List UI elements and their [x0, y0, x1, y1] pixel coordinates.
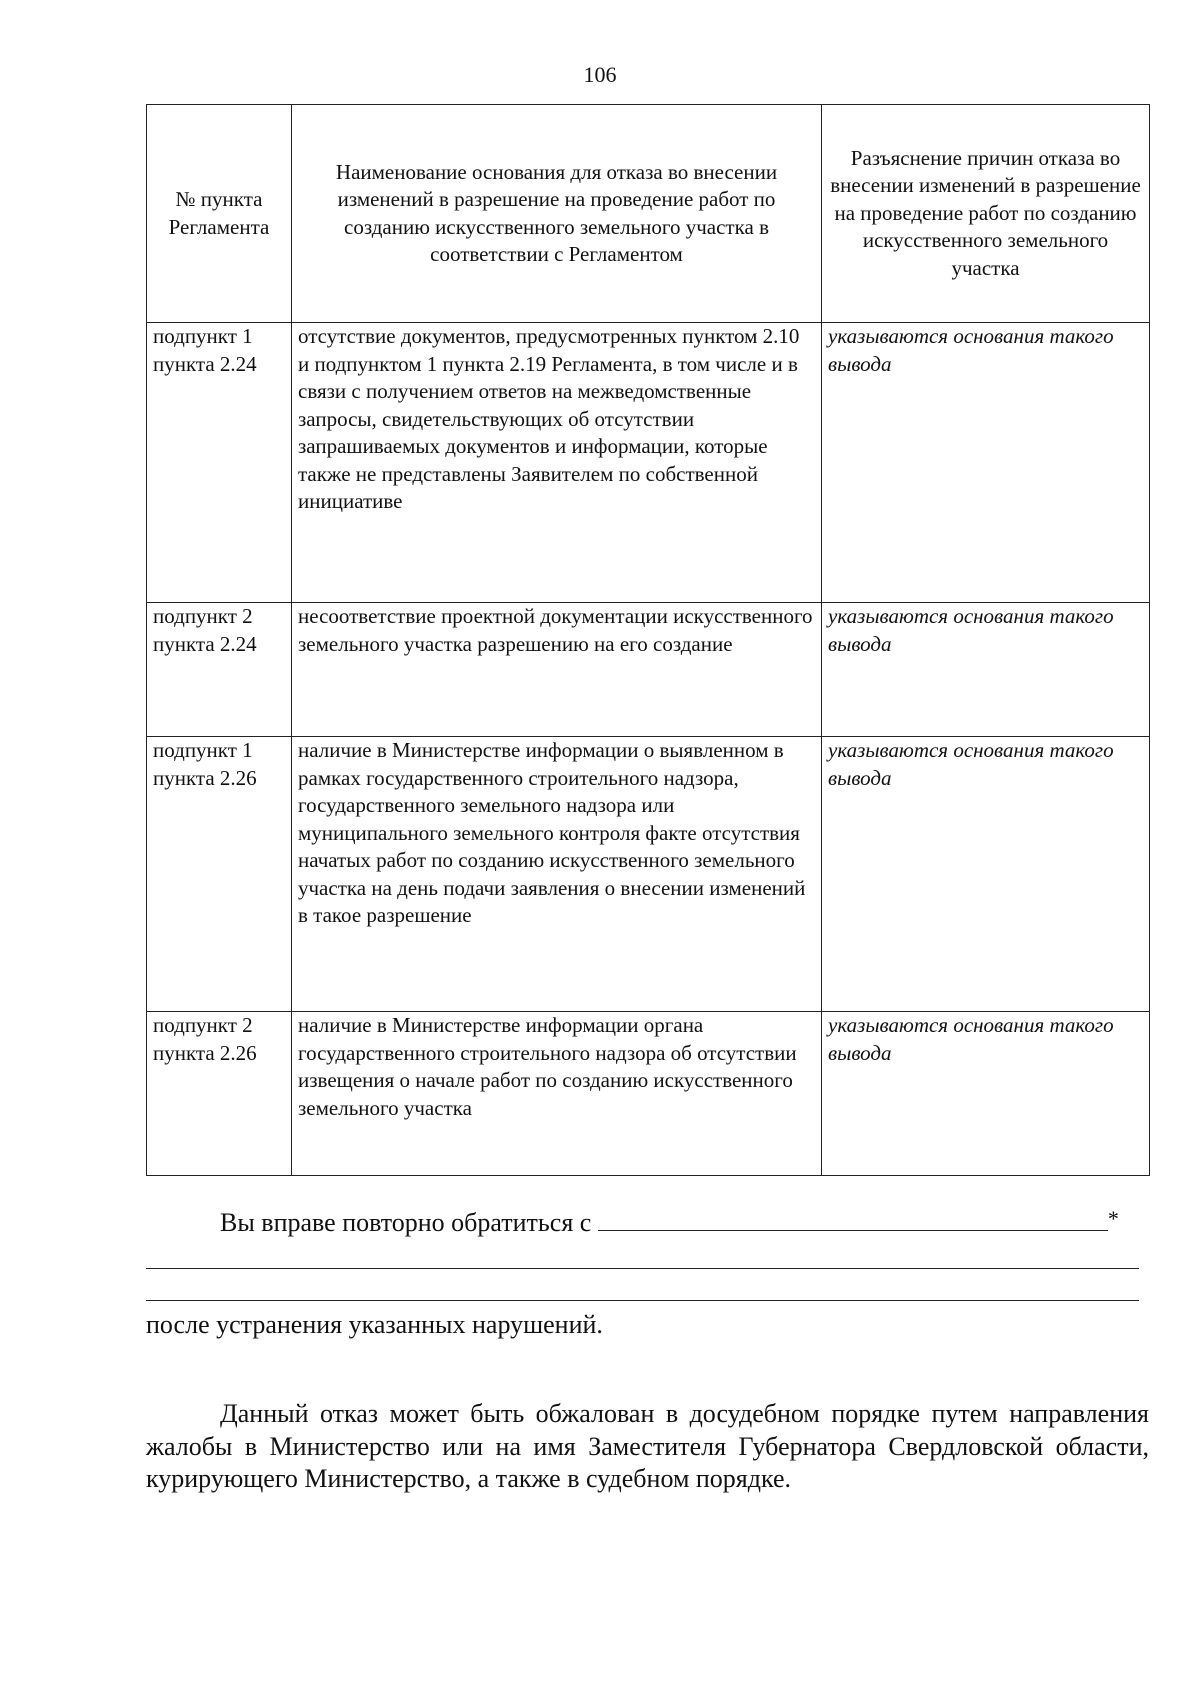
footnote-mark: * — [1107, 1206, 1119, 1231]
retry-blank-field[interactable] — [598, 1206, 1108, 1231]
retry-text: Вы вправе повторно обратиться с — [220, 1208, 592, 1237]
after-correction-text: после устранения указанных нарушений. — [146, 1310, 603, 1339]
header-item-number: № пункта Регламента — [147, 105, 292, 323]
table-row — [147, 603, 1150, 737]
table-header-row — [147, 105, 1150, 323]
retry-line — [220, 1206, 1119, 1238]
row-refusal-ground: отсутствие документов, предусмотренных пунктом 2.10 и подпунктом 1 пункта 2.19 Регламента, в том числе и в связи с получением ответов на межведомственные запросы, свидетельствующих об отсутствии запрашиваемых документов и информации, которые также не представлены Заявителем по собственной инициативе — [292, 323, 822, 603]
row-refusal-explanation: указываются основания такого вывода — [822, 1012, 1150, 1176]
row-refusal-explanation: указываются основания такого вывода — [822, 603, 1150, 737]
refusal-grounds-table — [146, 104, 1150, 1176]
row-refusal-ground: несоответствие проектной документации искусственного земельного участка разрешению на его создание — [292, 603, 822, 737]
row-item-number: подпункт 1 пункта 2.26 — [147, 737, 292, 1012]
header-refusal-ground: Наименование основания для отказа во внесении изменений в разрешение на проведение работ по созданию искусственного земельного участка в соответствии с Регламентом — [292, 105, 822, 323]
blank-line[interactable] — [146, 1300, 1139, 1301]
page-number: 106 — [583, 62, 617, 87]
blank-line[interactable] — [146, 1268, 1139, 1269]
header-refusal-explanation: Разъяснение причин отказа во внесении изменений в разрешение на проведение работ по созданию искусственного земельного участка — [822, 105, 1150, 323]
row-refusal-explanation: указываются основания такого вывода — [822, 323, 1150, 603]
table-row — [147, 737, 1150, 1012]
table-row — [147, 323, 1150, 603]
row-item-number: подпункт 2 пункта 2.26 — [147, 1012, 292, 1176]
row-refusal-ground: наличие в Министерстве информации о выявленном в рамках государственного строительного надзора, государственного земельного надзора или муниципального земельного контроля факте отсутствия начатых работ по созданию искусственного земельного участка на день подачи заявления о внесении изменений в такое разрешение — [292, 737, 822, 1012]
row-refusal-explanation: указываются основания такого вывода — [822, 737, 1150, 1012]
row-refusal-ground: наличие в Министерстве информации органа государственного строительного надзора об отсутствии извещения о начале работ по созданию искусственного земельного участка — [292, 1012, 822, 1176]
appeal-paragraph: Данный отказ может быть обжалован в досудебном порядке путем направления жалобы в Министерство или на имя Заместителя Губернатора Свердловской области, курирующего Министерство, а также в судебном порядке. — [146, 1399, 1149, 1493]
table-row — [147, 1012, 1150, 1176]
row-item-number: подпункт 1 пункта 2.24 — [147, 323, 292, 603]
row-item-number: подпункт 2 пункта 2.24 — [147, 603, 292, 737]
